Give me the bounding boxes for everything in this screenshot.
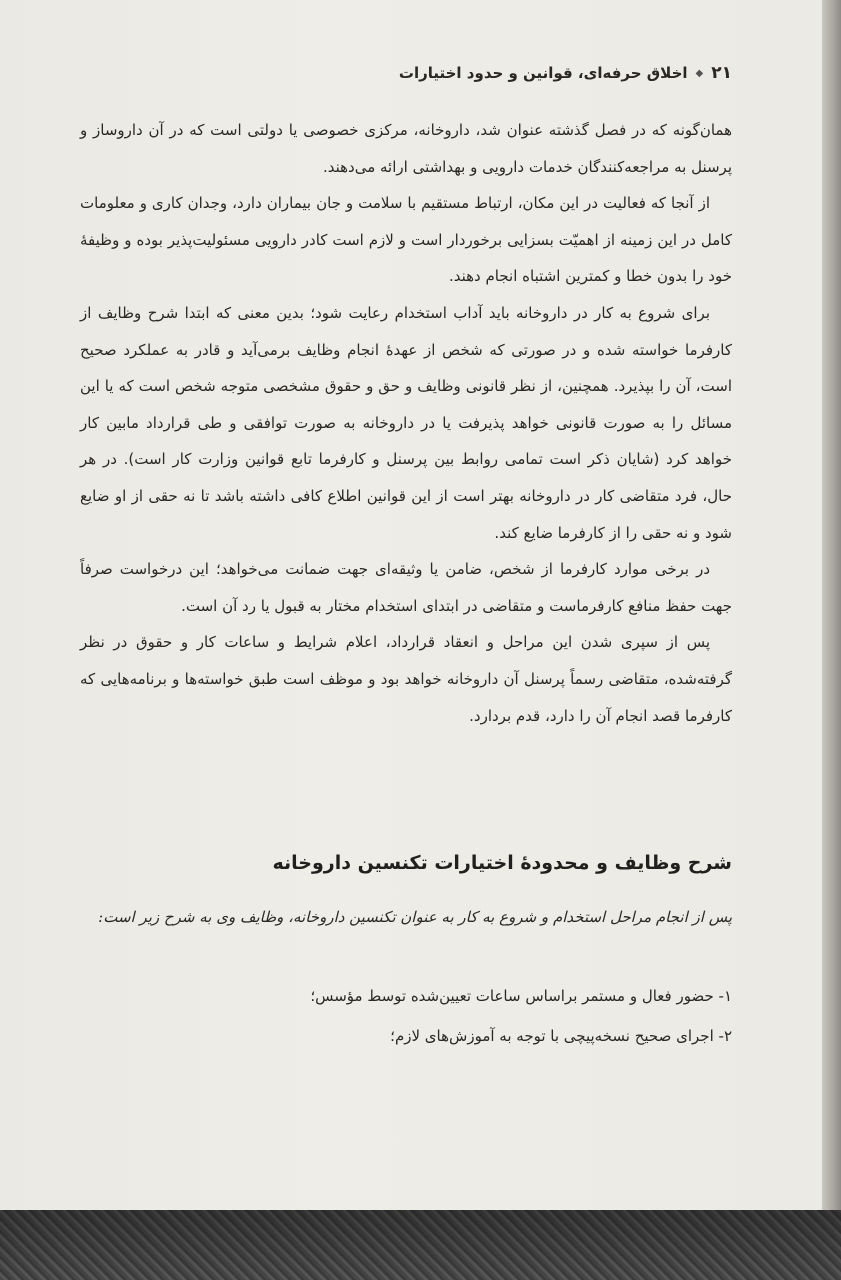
section-heading: شرح وظایف و محدودهٔ اختیارات تکنسین داروخانه <box>272 852 732 874</box>
section-intro: پس از انجام مراحل استخدام و شروع به کار به عنوان تکنسین داروخانه، وظایف وی به شرح زیر است: <box>98 908 732 926</box>
list-item: ۱- حضور فعال و مستمر براساس ساعات تعیین‌شده توسط مؤسس؛ <box>310 987 732 1005</box>
paragraph: در برخی موارد کارفرما از شخص، ضامن یا وثیقه‌ای جهت ضمانت می‌خواهد؛ این درخواست صرفاً جهت حفظ منافع کارفرماست و متقاضی در ابتدای استخدام مختار به قبول یا رد آن است. <box>80 560 732 615</box>
body-text <box>80 112 732 734</box>
page-header <box>80 56 732 90</box>
paragraph: برای شروع به کار در داروخانه باید آداب استخدام رعایت شود؛ بدین معنی که ابتدا شرح وظایف از کارفرما خواسته شده و در صورتی که شخص از عهدهٔ انجام وظایف برمی‌آید و قادر به عملکرد صحیح است، آن را بپذیرد. همچنین، از نظر قانونی وظایف و حق و حقوق مشخصی متوجه شخص است که یا این مسائل را به صورت قانونی خواهد پذیرفت یا در داروخانه به صورت توافقی و طی قرارداد مابین کار خواهد کرد (شایان ذکر است تمامی روابط بین پرسنل و کارفرما تابع قوانین وزارت کار است). در هر حال، فرد متقاضی کار در داروخانه بهتر است از این قوانین اطلاع کافی داشته باشد تا نه حقی از او ضایع شود و نه حقی را از کارفرما ضایع کند. <box>80 303 732 542</box>
book-spine <box>822 0 841 1210</box>
running-title: اخلاق حرفه‌ای، قوانین و حدود اختیارات <box>398 64 688 82</box>
paragraph: از آنجا که فعالیت در این مکان، ارتباط مستقیم با سلامت و جان بیماران دارد، وجدان کاری و معلومات کامل در این زمینه از اهمیّت بسزایی برخوردار است و لازم است کادر دارویی مسئولیت‌پذیر بوده و وظیفهٔ خود را بدون خطا و کمترین اشتباه انجام دهند. <box>80 194 732 286</box>
paragraph: همان‌گونه که در فصل گذشته عنوان شد، داروخانه، مرکزی خصوصی یا دولتی است که در آن داروساز و پرسنل به مراجعه‌کنندگان خدمات دارویی و بهداشتی ارائه می‌دهند. <box>80 121 732 176</box>
duties-list <box>80 976 732 1056</box>
list-item: ۲- اجرای صحیح نسخه‌پیچی با توجه به آموزش‌های لازم؛ <box>390 1027 732 1045</box>
paragraph: پس از سپری شدن این مراحل و انعقاد قرارداد، اعلام شرایط و ساعات کار و حقوق در نظر گرفته‌شده، متقاضی رسماً پرسنل آن داروخانه خواهد بود و موظف است طبق خواسته‌ها و برنامه‌هایی که کارفرما قصد انجام آن را دارد، قدم بردارد. <box>80 633 732 725</box>
background-surface <box>0 1210 841 1280</box>
page-number: ۲۱ <box>711 63 732 83</box>
diamond-icon: ◆ <box>695 67 704 79</box>
